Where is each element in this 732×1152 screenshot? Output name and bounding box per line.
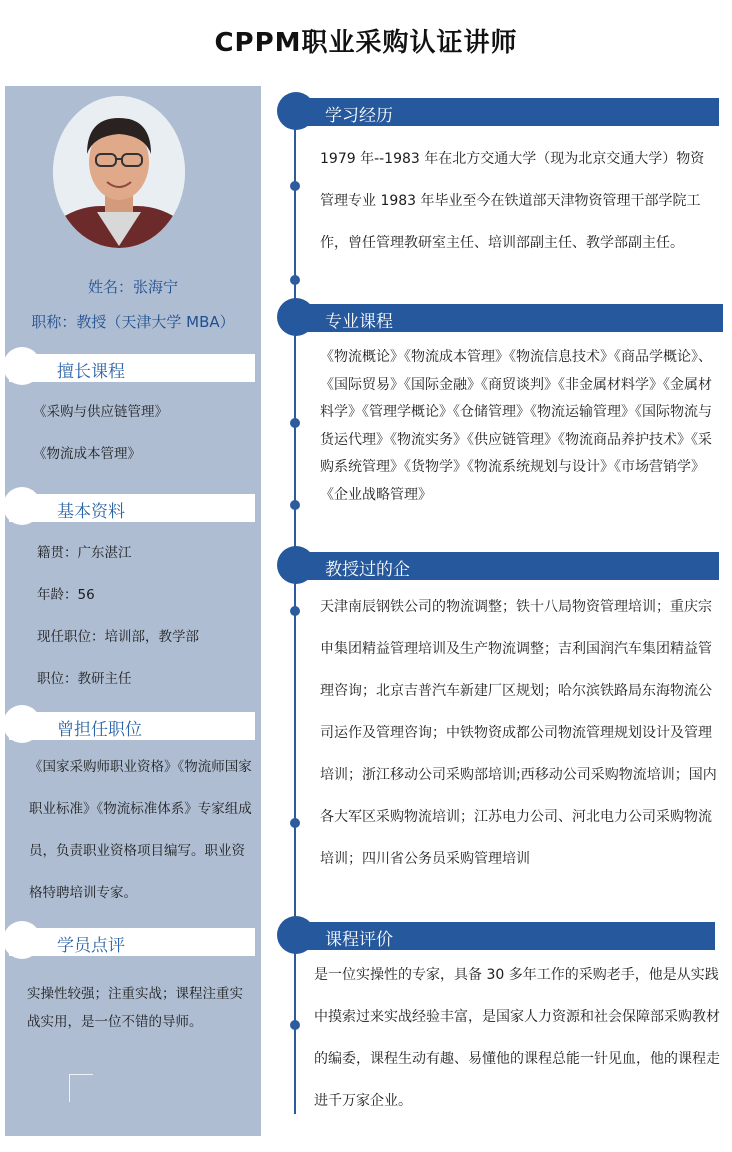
basic-info-list <box>37 532 263 700</box>
education-heading-label: 学习经历 <box>325 106 393 126</box>
heading-circle-icon <box>3 705 41 743</box>
student-review-heading <box>9 928 255 956</box>
heading-circle-icon <box>277 546 315 584</box>
expertise-heading <box>9 354 255 382</box>
student-review-heading-label: 学员点评 <box>57 936 125 956</box>
avatar <box>53 96 185 248</box>
profile-sidebar <box>5 86 261 1136</box>
timeline-dot-icon <box>290 818 300 828</box>
list-item: 《物流成本管理》 <box>33 446 141 462</box>
courses-text: 《物流概论》《物流成本管理》《物流信息技术》《商品学概论》、《国际贸易》《国际金融》《商贸谈判》《非金属材料学》《金属材料学》《管理学概论》《仓储管理》《物流运输管理》《国际物流与货运代理》《物流实务》《供应链管理》《物流商品养护技术》《采购系统管理》《货物学》《物流系统规划与设计》《市场营销学》《企业战略管理》 <box>320 349 712 503</box>
heading-circle-icon <box>3 487 41 525</box>
positions-heading-label: 曾担任职位 <box>57 720 142 740</box>
courses-heading <box>277 298 723 334</box>
education-heading <box>277 92 719 128</box>
course-review-heading <box>277 916 715 952</box>
education-text: 1979 年--1983 年在北方交通大学（现为北京交通大学）物资管理专业 1983 年毕业至今在铁道部天津物资管理干部学院工作，曾任管理教研室主任、培训部副主任、教学部副主任。 <box>320 151 705 251</box>
companies-text: 天津南辰钢铁公司的物流调整；铁十八局物资管理培训；重庆宗申集团精益管理培训及生产物流调整；吉利国润汽车集团精益管理咨询；北京吉普汽车新建厂区规划；哈尔滨铁路局东海物流公司运作及管理咨询；中铁物资成都公司物流管理规划设计及管理培训；浙江移动公司采购部培训;西移动公司采购物流培训；国内各大军区采购物流培训；江苏电力公司、河北电力公司采购物流培训；四川省公务员采购管理培训 <box>320 599 717 867</box>
profile-title: 职称：教授（天津大学 MBA） <box>31 313 235 331</box>
list-item: 《采购与供应链管理》 <box>33 404 168 420</box>
timeline-dot-icon <box>290 606 300 616</box>
expertise-heading-label: 擅长课程 <box>57 362 125 382</box>
course-review-text: 是一位实操性的专家，具备 30 多年工作的采购老手，他是从实践中摸索过来实战经验丰富，是国家人力资源和社会保障部采购教材的编委，课程生动有趣、易懂他的课程总能一针见血，他的课程走进千万家企业。 <box>314 967 720 1109</box>
course-review-heading-label: 课程评价 <box>325 930 393 950</box>
heading-circle-icon <box>3 347 41 385</box>
page-title: CPPM职业采购认证讲师 <box>214 28 518 58</box>
basic-info-heading <box>9 494 255 522</box>
companies-heading-label: 教授过的企 <box>325 560 410 580</box>
student-review-text: 实操性较强；注重实战；课程注重实战实用，是一位不错的导师。 <box>27 986 243 1030</box>
courses-heading-label: 专业课程 <box>325 312 393 332</box>
heading-circle-icon <box>277 92 315 130</box>
list-item: 年龄：56 <box>37 587 95 603</box>
companies-heading <box>277 546 719 582</box>
list-item: 职位：教研主任 <box>37 671 132 687</box>
decorative-corner-icon <box>69 1074 93 1102</box>
heading-circle-icon <box>277 298 315 336</box>
timeline-dot-icon <box>290 418 300 428</box>
timeline-dot-icon <box>290 275 300 285</box>
positions-heading <box>9 712 255 740</box>
positions-text: 《国家采购师职业资格》《物流师国家职业标准》《物流标准体系》专家组成员，负责职业资格项目编写。职业资格特聘培训专家。 <box>29 759 252 901</box>
timeline-dot-icon <box>290 1020 300 1030</box>
portrait-photo-icon <box>53 96 185 248</box>
timeline-dot-icon <box>290 500 300 510</box>
expertise-list <box>33 391 257 475</box>
timeline-dot-icon <box>290 181 300 191</box>
heading-circle-icon <box>3 921 41 959</box>
list-item: 籍贯：广东湛江 <box>37 545 132 561</box>
profile-name: 姓名：张海宁 <box>87 278 178 296</box>
list-item: 现任职位：培训部，教学部 <box>37 629 199 645</box>
basic-info-heading-label: 基本资料 <box>57 502 125 522</box>
heading-circle-icon <box>277 916 315 954</box>
